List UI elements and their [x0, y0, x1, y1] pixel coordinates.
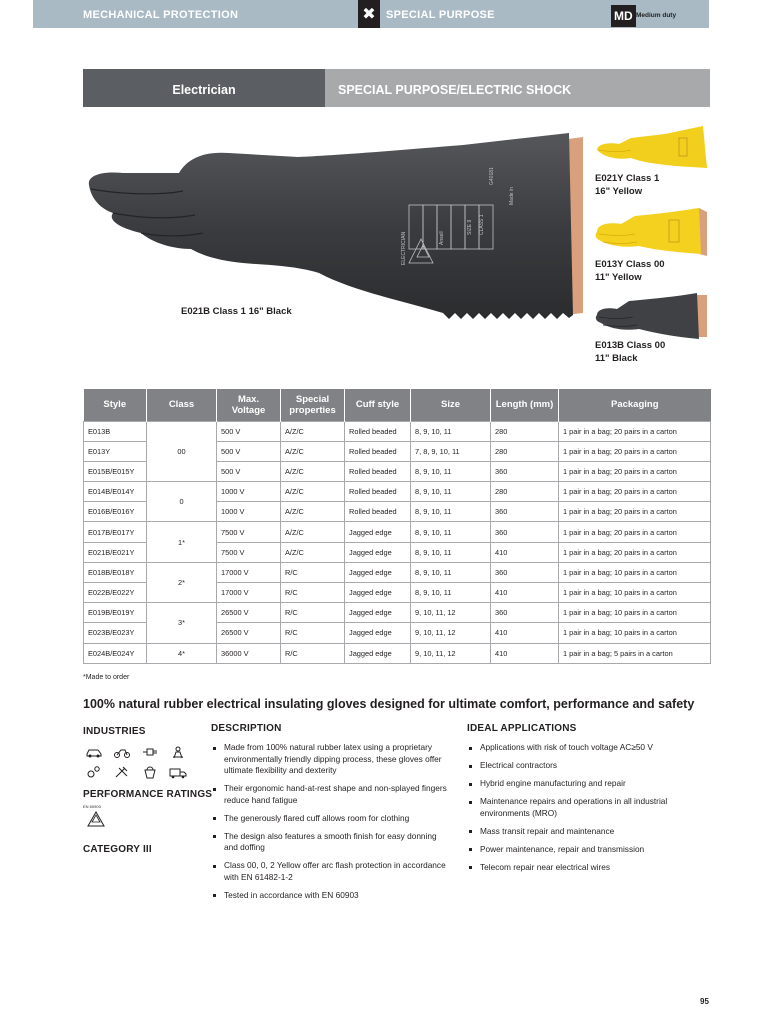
- svg-text:Made in: Made in: [509, 187, 515, 205]
- industry-icons: [85, 745, 203, 779]
- cell-style: E017B/E017Y: [84, 522, 147, 542]
- cell-special-properties: A/Z/C: [281, 441, 345, 461]
- cell-packaging: 1 pair in a bag; 20 pairs in a carton: [559, 482, 711, 502]
- electrical-hazard-icon: [87, 811, 105, 827]
- cell-packaging: 1 pair in a bag; 10 pairs in a carton: [559, 562, 711, 582]
- cell-cuff-style: Jagged edge: [345, 522, 411, 542]
- cell-special-properties: R/C: [281, 583, 345, 603]
- cell-cuff-style: Jagged edge: [345, 542, 411, 562]
- column-header: Packaging: [559, 389, 711, 421]
- cell-style: E018B/E018Y: [84, 562, 147, 582]
- applications-list: [467, 742, 710, 873]
- cell-size: 8, 9, 10, 11: [411, 562, 491, 582]
- worker-icon: [169, 745, 187, 759]
- cell-voltage: 7500 V: [217, 542, 281, 562]
- cell-cuff-style: Rolled beaded: [345, 461, 411, 481]
- tools-icon: [113, 765, 131, 779]
- table-row: [84, 562, 711, 582]
- category-mechanical-protection: MECHANICAL PROTECTION: [83, 9, 239, 21]
- main-glove-image: [83, 115, 583, 330]
- cell-special-properties: R/C: [281, 643, 345, 663]
- cell-cuff-style: Rolled beaded: [345, 502, 411, 522]
- cell-voltage: 17000 V: [217, 583, 281, 603]
- cell-special-properties: A/Z/C: [281, 542, 345, 562]
- yellow-glove-class1-image: [595, 124, 709, 172]
- truck-icon: [169, 765, 187, 779]
- cell-length: 280: [491, 421, 559, 441]
- cell-special-properties: A/Z/C: [281, 482, 345, 502]
- side-caption-1: E021Y Class 1 16" Yellow: [595, 173, 660, 197]
- column-header: Special properties: [281, 389, 345, 421]
- cell-cuff-style: Jagged edge: [345, 623, 411, 643]
- cell-class: 2*: [147, 562, 217, 602]
- cell-class: 4*: [147, 643, 217, 663]
- cell-length: 360: [491, 522, 559, 542]
- list-item: Class 00, 0, 2 Yellow offer arc flash protection in accordance with EN 61482-1-2: [211, 860, 451, 883]
- specifications-table: [83, 389, 711, 664]
- cell-voltage: 500 V: [217, 421, 281, 441]
- cell-style: E021B/E021Y: [84, 542, 147, 562]
- cell-style: E013Y: [84, 441, 147, 461]
- description-list: [211, 742, 451, 901]
- cell-size: 8, 9, 10, 11: [411, 583, 491, 603]
- gears-icon: [85, 765, 103, 779]
- cell-style: E016B/E016Y: [84, 502, 147, 522]
- list-item: Tested in accordance with EN 60903: [211, 890, 451, 902]
- svg-text:CLASS 1: CLASS 1: [479, 214, 485, 235]
- cell-class: 3*: [147, 603, 217, 643]
- cell-packaging: 1 pair in a bag; 10 pairs in a carton: [559, 603, 711, 623]
- list-item: Their ergonomic hand-at-rest shape and non-splayed fingers reduce hand fatigue: [211, 783, 451, 806]
- cell-voltage: 26500 V: [217, 623, 281, 643]
- cell-packaging: 1 pair in a bag; 10 pairs in a carton: [559, 583, 711, 603]
- cell-voltage: 500 V: [217, 461, 281, 481]
- product-tagline: 100% natural rubber electrical insulating gloves designed for ultimate comfort, performance and safety: [83, 697, 695, 711]
- x-icon: ✖: [358, 0, 380, 28]
- cell-style: E019B/E019Y: [84, 603, 147, 623]
- applications-heading: IDEAL APPLICATIONS: [467, 723, 577, 734]
- cell-packaging: 1 pair in a bag; 20 pairs in a carton: [559, 421, 711, 441]
- cell-size: 8, 9, 10, 11: [411, 522, 491, 542]
- cell-special-properties: A/Z/C: [281, 421, 345, 441]
- description-heading: DESCRIPTION: [211, 723, 282, 734]
- column-header: Size: [411, 389, 491, 421]
- cell-style: E014B/E014Y: [84, 482, 147, 502]
- yellow-glove-class00-image: [595, 206, 709, 258]
- cell-length: 410: [491, 542, 559, 562]
- cell-length: 360: [491, 502, 559, 522]
- section-subtitle: SPECIAL PURPOSE/ELECTRIC SHOCK: [325, 69, 710, 107]
- cell-voltage: 1000 V: [217, 482, 281, 502]
- cell-style: E015B/E015Y: [84, 461, 147, 481]
- cell-special-properties: R/C: [281, 603, 345, 623]
- cell-style: E023B/E023Y: [84, 623, 147, 643]
- column-header: Style: [84, 389, 147, 421]
- svg-text:G40181: G40181: [489, 167, 495, 185]
- cell-voltage: 17000 V: [217, 562, 281, 582]
- list-item: Maintenance repairs and operations in all industrial environments (MRO): [467, 796, 710, 819]
- performance-ratings-heading: PERFORMANCE RATINGS: [83, 789, 213, 800]
- cell-length: 360: [491, 603, 559, 623]
- cell-length: 410: [491, 583, 559, 603]
- cell-class: 0: [147, 482, 217, 522]
- cell-size: 9, 10, 11, 12: [411, 603, 491, 623]
- side-caption-2: E013Y Class 00 11" Yellow: [595, 259, 665, 283]
- cell-length: 410: [491, 643, 559, 663]
- left-column: [83, 726, 213, 855]
- svg-text:SIZE 9: SIZE 9: [467, 219, 473, 235]
- cell-size: 7, 8, 9, 10, 11: [411, 441, 491, 461]
- en-standard-code: EN 60903: [83, 804, 101, 809]
- cell-cuff-style: Jagged edge: [345, 643, 411, 663]
- cell-class: 1*: [147, 522, 217, 562]
- cell-size: 8, 9, 10, 11: [411, 482, 491, 502]
- cell-size: 9, 10, 11, 12: [411, 643, 491, 663]
- page-number: 95: [700, 997, 709, 1006]
- list-item: Telecom repair near electrical wires: [467, 862, 710, 874]
- table-row: [84, 421, 711, 441]
- cell-cuff-style: Jagged edge: [345, 603, 411, 623]
- car-icon: [85, 745, 103, 759]
- black-glove-class00-image: [595, 291, 709, 341]
- cell-length: 410: [491, 623, 559, 643]
- cell-packaging: 1 pair in a bag; 10 pairs in a carton: [559, 623, 711, 643]
- cell-special-properties: A/Z/C: [281, 461, 345, 481]
- cell-voltage: 7500 V: [217, 522, 281, 542]
- table-row: [84, 522, 711, 542]
- bucket-icon: [141, 765, 159, 779]
- cell-voltage: 36000 V: [217, 643, 281, 663]
- plug-icon: [141, 745, 159, 759]
- list-item: Mass transit repair and maintenance: [467, 826, 710, 838]
- cell-size: 8, 9, 10, 11: [411, 421, 491, 441]
- cell-voltage: 26500 V: [217, 603, 281, 623]
- list-item: Power maintenance, repair and transmission: [467, 844, 710, 856]
- cell-voltage: 500 V: [217, 441, 281, 461]
- column-header: Length (mm): [491, 389, 559, 421]
- svg-text:Ansell: Ansell: [439, 231, 445, 245]
- table-header-row: [84, 389, 711, 421]
- list-item: The generously flared cuff allows room for clothing: [211, 813, 451, 825]
- cell-packaging: 1 pair in a bag; 20 pairs in a carton: [559, 441, 711, 461]
- category-label: CATEGORY III: [83, 844, 152, 855]
- main-glove-caption: E021B Class 1 16" Black: [181, 306, 292, 317]
- table-row: [84, 643, 711, 663]
- description-section: [211, 723, 451, 908]
- cell-cuff-style: Jagged edge: [345, 583, 411, 603]
- medium-duty-label: Medium duty: [636, 12, 677, 19]
- cell-length: 360: [491, 461, 559, 481]
- cell-length: 360: [491, 562, 559, 582]
- section-header: [83, 69, 710, 107]
- column-header: Class: [147, 389, 217, 421]
- cell-size: 9, 10, 11, 12: [411, 623, 491, 643]
- cell-size: 8, 9, 10, 11: [411, 502, 491, 522]
- cell-voltage: 1000 V: [217, 502, 281, 522]
- cell-special-properties: A/Z/C: [281, 502, 345, 522]
- cell-special-properties: R/C: [281, 562, 345, 582]
- cell-special-properties: A/Z/C: [281, 522, 345, 542]
- cell-cuff-style: Jagged edge: [345, 562, 411, 582]
- table-row: [84, 603, 711, 623]
- cell-style: E013B: [84, 421, 147, 441]
- cell-packaging: 1 pair in a bag; 20 pairs in a carton: [559, 542, 711, 562]
- list-item: The design also features a smooth finish for easy donning and doffing: [211, 831, 451, 854]
- cell-special-properties: R/C: [281, 623, 345, 643]
- table-row: [84, 482, 711, 502]
- list-item: Electrical contractors: [467, 760, 710, 772]
- list-item: Hybrid engine manufacturing and repair: [467, 778, 710, 790]
- cell-packaging: 1 pair in a bag; 20 pairs in a carton: [559, 461, 711, 481]
- medium-duty-badge: MD: [611, 5, 636, 27]
- cell-size: 8, 9, 10, 11: [411, 461, 491, 481]
- top-banner: [33, 0, 709, 28]
- cell-cuff-style: Rolled beaded: [345, 482, 411, 502]
- cell-cuff-style: Rolled beaded: [345, 441, 411, 461]
- cell-packaging: 1 pair in a bag; 20 pairs in a carton: [559, 502, 711, 522]
- cell-length: 280: [491, 441, 559, 461]
- svg-text:ELECTRICIAN: ELECTRICIAN: [401, 231, 407, 265]
- cell-length: 280: [491, 482, 559, 502]
- motorbike-icon: [113, 745, 131, 759]
- column-header: Cuff style: [345, 389, 411, 421]
- made-to-order-note: *Made to order: [83, 674, 130, 681]
- list-item: Made from 100% natural rubber latex using a proprietary environmentally friendly dipping process, these gloves offer ultimate flexibility and dexterity: [211, 742, 451, 777]
- industries-heading: INDUSTRIES: [83, 726, 146, 737]
- cell-style: E022B/E022Y: [84, 583, 147, 603]
- cell-style: E024B/E024Y: [84, 643, 147, 663]
- category-special-purpose: SPECIAL PURPOSE: [386, 9, 495, 21]
- cell-cuff-style: Rolled beaded: [345, 421, 411, 441]
- list-item: Applications with risk of touch voltage AC≥50 V: [467, 742, 710, 754]
- cell-packaging: 1 pair in a bag; 5 pairs in a carton: [559, 643, 711, 663]
- side-caption-3: E013B Class 00 11" Black: [595, 340, 666, 364]
- applications-section: [467, 723, 710, 880]
- section-title: Electrician: [83, 69, 325, 107]
- cell-packaging: 1 pair in a bag; 20 pairs in a carton: [559, 522, 711, 542]
- cell-class: 00: [147, 421, 217, 482]
- column-header: Max. Voltage: [217, 389, 281, 421]
- cell-size: 8, 9, 10, 11: [411, 542, 491, 562]
